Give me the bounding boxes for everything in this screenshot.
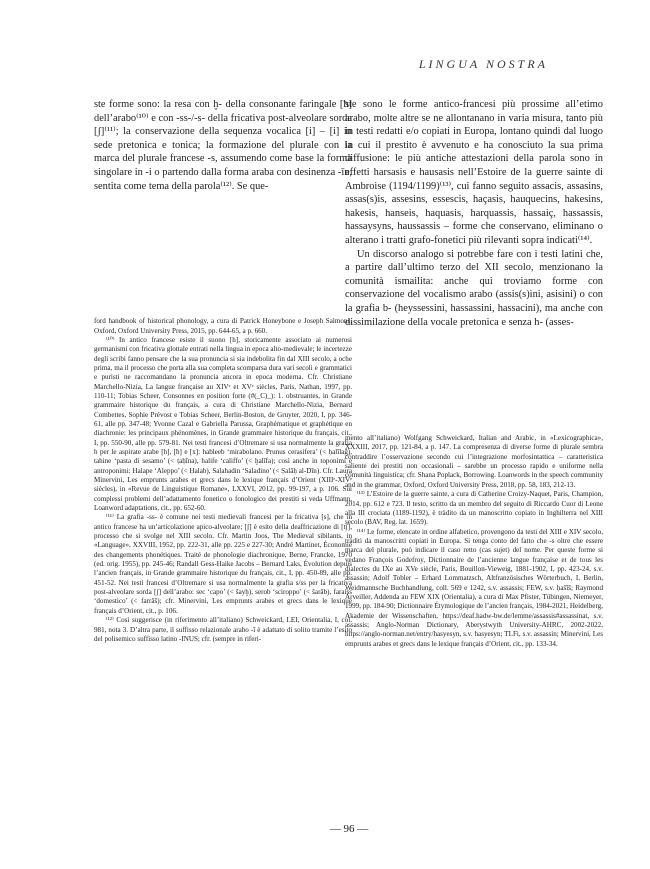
footnote-11: ⁽¹¹⁾ La grafia -ss- è comune nei testi medievali francesi per la fricativa [s], che in antico francese ha un’articolazione apico-alveolare; [ʃ] è esito della deaffricazione di [tʃ], processo che si svolge nel XIII secolo. Cfr. Martin Joos, The Medieval sibilants, in «Language», XXVIII, 1952, pp. 222-31, alle pp. 225 e 227-30; André Martinet, Économie des changements phonétiques. Traité de phonologie diachronique, Berne, Francke, 1970 (ed. orig. 1955), pp. 245-46; Randall Gess-Haike Jacobs – Bernard Laks, Évolution depuis l’ancien français, in Grande grammaire historique du français, cit., I, pp. 450-89, alle pp. 451-52. Nei testi francesi d’Oltremare si usa normalmente la grafia s/ss per la fricativa post-alveolare sorda [ʃ] dell’arabo: sec ‘capo’ (< šayḫ), serob ‘sciroppo’ (< šarāb), faraiss ‘domestico’ (< farrāš); cfr. Minervini, Les emprunts arabes et grecs dans le lexique français d’Orient, cit., p. 106. <box>94 513 352 615</box>
page-number-text: — 96 — <box>329 823 369 835</box>
left-body-text <box>94 98 352 193</box>
footnote-continuation: ford handbook of historical phonology, a cura di Patrick Honeybone e Joseph Salmons, Oxford, Oxford University Press, 2015, pp. 644-65, a p. 660. <box>94 317 352 335</box>
footnote-10: ⁽¹⁰⁾ In antico francese esiste il suono [h], storicamente associato ai numerosi germanismi con fricativa glottale entrati nella lingua in epoca alto-medievale; le incertezze degli scribi fanno pensare che la sua pronuncia si sia indebolita fin dal XIII secolo, a oche prima, ma il processo che porta alla sua completa scomparsa dura vari secoli e grammatici e puristi ne raccomandano la pronuncia ancora in epoca moderna. Cfr. Christiane Marchello-Nizia, La langue française au XIVᵉ et XVᵉ siècles, Paris, Nathan, 1997, pp. 110-11; Tobias Scheer, Consonnes en position forte (#(_C)_): 1. obstruantes, in Grande grammaire historique du français, a cura di Christiane Marchello-Nizia, Bernard Combettes, Sophie Prévost e Tobias Scheer, Berlin-Boston, de Gruyter, 2020, I, pp. 346-61, alle pp. 347-48; Yvonne Cazal e Gabriella Parussa, Graphématique et graphétique en diachronie: les principaux phénomènes, in Grande grammaire historique du français, cit., I, pp. 550-90, alle pp. 579-81. Nei testi francesi d’Oltremare si usa normalmente la grafia h per le aspirate arabe [h], [ħ] e [x]: hableeb ‘mirabolano. Prunus cerasifera’ (< ḥalīlaǧ), tahine ‘pasta di sesamo’ (< ṭaḥīna), halife ‘califfo’ (< ḫalīfa); così anche in toponimi e antroponimi: Halape ‘Aleppo’ (< Ḥalab), Salahadin ‘Saladino’ (< Ṣalāḥ al-Dīn). Cfr. Laura Minervini, Les emprunts arabes et grecs dans le lexique français d’Orient (XIIIᵉ-XIVᵉ siècles), in «Revue de Linguistique Romane», LXXVI, 2012, pp. 99-197, a p. 106. Sui complessi problemi dell’adattamento fonetico o fonologico dei prestiti si veda Uffmann, Loanword adaptations, cit., pp. 652-60. <box>94 335 352 513</box>
right-footnotes <box>345 434 603 649</box>
right-body-text <box>345 98 603 329</box>
running-title: LINGUA NOSTRA <box>418 57 548 71</box>
body-paragraph: ste sono le forme antico-francesi più prossime all’etimo arabo, molte altre se ne allontanano in varia misura, tanto più in testi redatti e/o copiati in Europa, lontano quindi dal luogo in cui il prestito è avvenuto e ha conosciuto la sua prima diffusione: le più antiche attestazioni della parola sono in effetti harsasis e hausasis nell’Estoire de la guerre sainte di Ambroise (1194/1199)⁽¹³⁾, cui fanno seguito assacis, assasins, assas(s)is, assesins, essescis, haçasis, hauquecins, hakesins, hakesis, hanseis, haquasis, harquassis, hassaiç, hassassis, hassaysyns, haussassis – forme che conservano, eliminano o alterano i tratti grafo-fonetici più rilevanti sopra indicati⁽¹⁴⁾. <box>345 99 603 246</box>
left-footnotes <box>94 317 352 644</box>
page-number <box>0 823 650 835</box>
footnote-13: ⁽¹³⁾ L’Estoire de la guerre sainte, a cura di Catherine Croizy-Naquet, Paris, Champion, 2014, pp. 612 e 723. Il testo, scritto da un membro del seguito di Riccardo Cuor di Leone alla III crociata (1189-1192), è tràdito da un manoscritto copiato in Inghilterra nel XIII secolo (BAV, Reg. lat. 1659). <box>345 490 603 527</box>
footnote-14: ⁽¹⁴⁾ Le forme, elencate in ordine alfabetico, provengono da testi del XIII e XIV secolo, tràditi da manoscritti copiati in Europa. Si tenga conto del fatto che -s oltre che essere marca del plurale, può indicare il caso retto (cas sujet) del nome. Per queste forme si vedano François Godefroy, Dictionnaire de l’ancienne langue française et de tous les dialectes du IXe au XVe siècle, Paris, Bouillon-Vieweig, 1881-1902, I, pp. 423-24, s.v. assassin; Adolf Tobler – Erhard Lommatzsch, Altfranzösisches Wörterbuch, I, Berlin, Weidmannsche Buchhandlung, coll. 569 e 1242, s.v. assassis; FEW, s.v. ḥašīš; Raymond Arveiller, Addenda au FEW XIX (Orientalia), a cura di Max Pfister, Tübingen, Niemeyer, 1999, pp. 184-90; Dictionnaire Étymologique de l’ancien français, 1984-2021, Heidelberg, Akademie der Wissenschaften, https://deaf.hadw-bw.de/lemme/assassis#assassinat, s.v. assassis; Anglo-Norman Dictionary, Aberystwyth University-AHRC, 2002-2022, https://anglo-norman.net/entry/hasyesyn, s.v. hasyesyn; TLFi, s.v. assassin; Minervini, Les emprunts arabes et grecs dans le lexique français d’Orient, cit., pp. 133-34. <box>345 527 603 648</box>
running-header <box>0 55 650 73</box>
right-column <box>345 98 603 649</box>
body-paragraph: ste forme sono: la resa con ḫ- della consonante faringale [ħ] dell’arabo⁽¹⁰⁾ e con -ss-/-s- della fricativa post-alveolare sorda [ʃ]⁽¹¹⁾; la conservazione della sequenza vocalica [i] – [i] in sede pretonica e tonica; la formazione del plurale con la marca del plurale francese -s, assumendo come base la forma singolare in -i o partendo dalla forma araba con desinenza -īn, sentita come tema della parola⁽¹²⁾. Se que- <box>94 99 352 192</box>
body-paragraph: Un discorso analogo si potrebbe fare con i testi latini che, a partire dall’ultimo terzo del XII secolo, menzionano la comunità ismailita: anche qui troviamo forme con conservazione del vocalismo arabo (assis(s)ini, asisini) o con la grafia b- (heyssessini, hassassini, hassacini), ma anche con dissimilazione della vocale pretonica e senza h- (asses- <box>345 248 603 328</box>
left-column <box>94 98 352 644</box>
footnote-12: ⁽¹²⁾ Così suggerisce (in riferimento all’italiano) Schweickard, LEI, Orientalia, I, col. 981, nota 3. D’altra parte, il suffisso relazionale arabo -ī è adattato di solito tramite l’esito del polisemico suffisso latino -INUS; cfr. (sempre in riferi- <box>94 616 352 643</box>
footnote-continuation: mento all’italiano) Wolfgang Schweickard, Italian and Arabic, in «Lexicographica», XXXIII, 2017, pp. 121-84, a p. 147. La compresenza di diverse forme di plurale sembra contraddire l’osservazione secondo cui l’integrazione morfosintattica – caratteristica saliente dei prestiti non occasionali – sarebbe un processo rapido e uniforme nella comunità linguistica; cfr. Shana Poplack, Borrowing. Loanwords in the speech community and in the grammar, Oxford, Oxford University Press, 2018, pp. 58, 183, 212-13. <box>345 434 603 489</box>
